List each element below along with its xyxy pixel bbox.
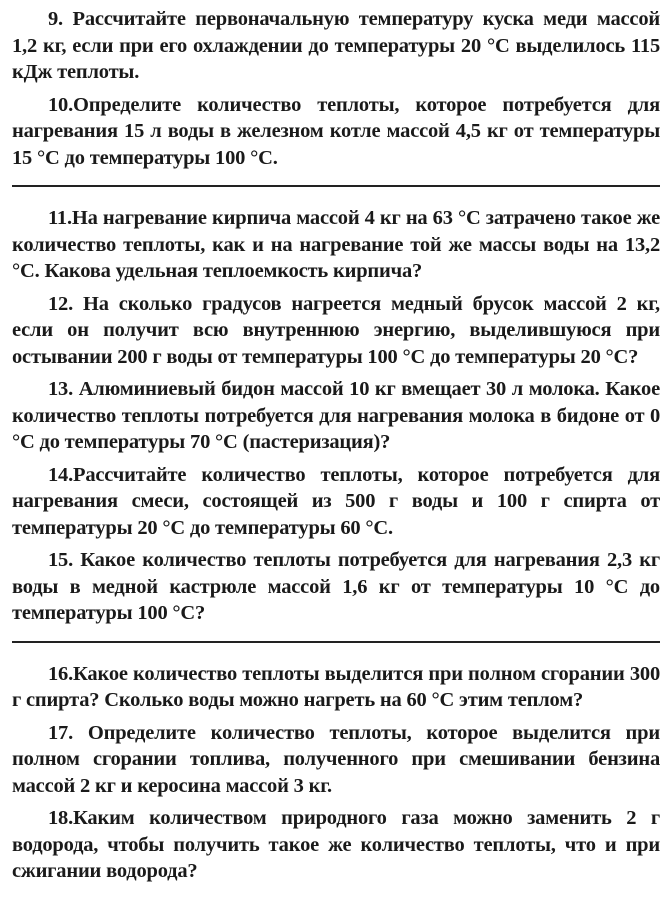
section-divider: [12, 641, 660, 643]
problem-number: 14.: [48, 463, 74, 486]
problem-text: Какое количество теплоты выделится при полном сгорании 300 г спирта? Сколько воды можно нагреть на 60 °С этим теплом?: [12, 662, 660, 711]
problem-text: Алюминиевый бидон массой 10 кг вмещает 30 л молока. Какое количество теплоты потребуется для нагревания молока в бидоне от 0 °С до температуры 70 °С (пастеризация)?: [12, 378, 660, 453]
problem-number: 16.: [48, 662, 74, 685]
problem-text: На сколько градусов нагреется медный брусок массой 2 кг, если он получит всю внутреннюю энергию, выделившуюся при остывании 200 г воды от температуры 100 °С до температуры 20 °С?: [12, 292, 660, 368]
problem-10: [12, 92, 660, 172]
problem-number: 13.: [48, 378, 74, 400]
problem-16: [12, 661, 660, 714]
problem-number: 10.: [48, 93, 74, 116]
problem-sheet: [12, 6, 660, 891]
section-divider: [12, 185, 660, 187]
problem-12: [12, 291, 660, 371]
problem-18: [12, 805, 660, 885]
problem-text: Каким количеством природного газа можно заменить 2 г водорода, чтобы получить такое же количество теплоты, что и при сжигании водорода?: [12, 807, 660, 882]
problem-number: 15.: [48, 549, 74, 571]
problem-number: 18.: [48, 807, 74, 829]
problem-9: [12, 6, 660, 86]
problem-text: Определите количество теплоты, которое потребуется для нагревания 15 л воды в железном котле массой 4,5 кг от температуры 15 °С до температуры 100 °С.: [12, 93, 660, 169]
problem-number: 12.: [48, 292, 74, 315]
problem-number: 11.: [48, 207, 72, 229]
problem-number: 17.: [48, 721, 74, 744]
problem-text: Какое количество теплоты потребуется для нагревания 2,3 кг воды в медной кастрюле массой 1,6 кг от температуры 10 °С до температуры 100 °С?: [12, 549, 660, 624]
problem-text: Рассчитайте количество теплоты, которое потребуется для нагревания смеси, состоящей из 500 г воды и 100 г спирта от температуры 20 °С до температуры 60 °С.: [12, 463, 660, 539]
problem-17: [12, 720, 660, 800]
problem-text: Рассчитайте первоначальную температуру куска меди массой 1,2 кг, если при его охлаждении до температуры 20 °С выделилось 115 кДж теплоты.: [12, 8, 660, 83]
problem-13: [12, 376, 660, 456]
problem-15: [12, 547, 660, 627]
problem-text: Определите количество теплоты, которое выделится при полном сгорании топлива, полученного при смешивании бензина массой 2 кг и керосина массой 3 кг.: [12, 721, 660, 797]
problem-14: [12, 462, 660, 542]
problem-number: 9.: [48, 8, 63, 30]
problem-text: На нагревание кирпича массой 4 кг на 63 °С затрачено такое же количество теплоты, как и на нагревание той же массы воды на 13,2 °С. Какова удельная теплоемкость кирпича?: [12, 207, 660, 282]
problem-11: [12, 205, 660, 285]
